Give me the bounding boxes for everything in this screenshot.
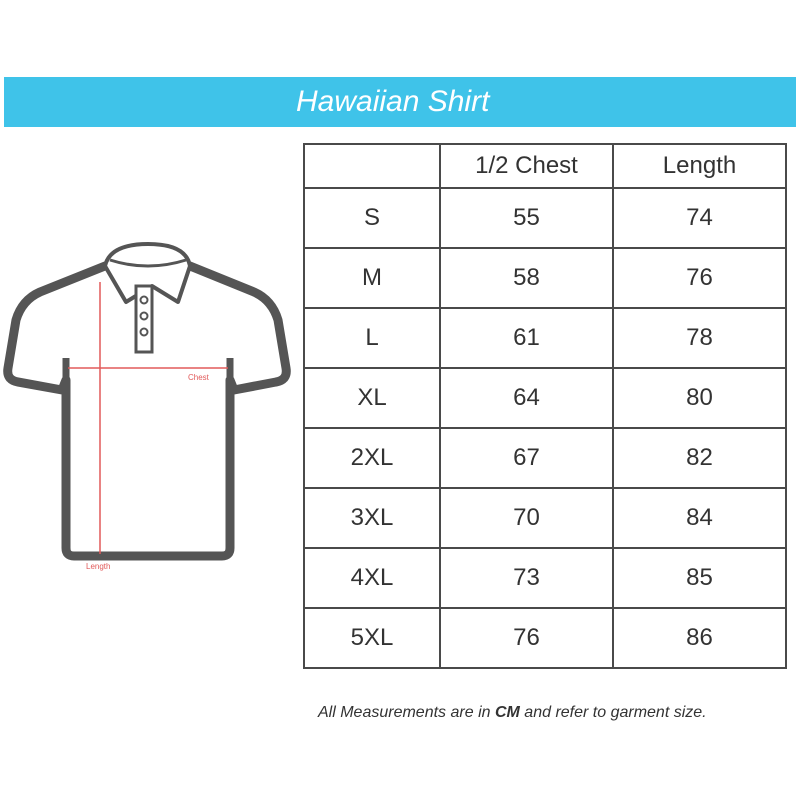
chest-cell: 76: [440, 608, 613, 668]
page-title: Hawaiian Shirt: [296, 85, 490, 118]
size-cell: M: [304, 248, 440, 308]
chest-cell: 70: [440, 488, 613, 548]
length-cell: 84: [613, 488, 786, 548]
chest-cell: 55: [440, 188, 613, 248]
length-cell: 80: [613, 368, 786, 428]
table-row: [304, 368, 786, 428]
header-cell: Length: [613, 144, 786, 188]
length-cell: 85: [613, 548, 786, 608]
size-cell: S: [304, 188, 440, 248]
measurement-footnote: [318, 704, 707, 722]
chest-cell: 61: [440, 308, 613, 368]
table-row: [304, 428, 786, 488]
table-header-row: [304, 144, 786, 188]
table-row: [304, 188, 786, 248]
title-banner: [4, 77, 796, 127]
footnote-unit: CM: [494, 704, 520, 721]
size-cell: 5XL: [304, 608, 440, 668]
length-cell: 86: [613, 608, 786, 668]
size-cell: 4XL: [304, 548, 440, 608]
length-cell: 82: [613, 428, 786, 488]
size-cell: L: [304, 308, 440, 368]
length-label: Length: [86, 562, 111, 571]
size-cell: 2XL: [304, 428, 440, 488]
length-cell: 76: [613, 248, 786, 308]
size-cell: 3XL: [304, 488, 440, 548]
shirt-diagram: [0, 230, 300, 580]
chest-cell: 73: [440, 548, 613, 608]
table-row: [304, 248, 786, 308]
size-cell: XL: [304, 368, 440, 428]
footnote-text: All Measurements are in: [318, 704, 495, 721]
chest-label: Chest: [188, 373, 209, 382]
chest-cell: 64: [440, 368, 613, 428]
table-row: [304, 548, 786, 608]
chest-cell: 67: [440, 428, 613, 488]
header-cell: 1/2 Chest: [440, 144, 613, 188]
footnote-text: and refer to garment size.: [519, 704, 707, 721]
size-table: [303, 143, 787, 669]
table-row: [304, 308, 786, 368]
table-row: [304, 608, 786, 668]
table-row: [304, 488, 786, 548]
length-cell: 74: [613, 188, 786, 248]
chest-cell: 58: [440, 248, 613, 308]
length-cell: 78: [613, 308, 786, 368]
header-cell: [304, 144, 440, 188]
